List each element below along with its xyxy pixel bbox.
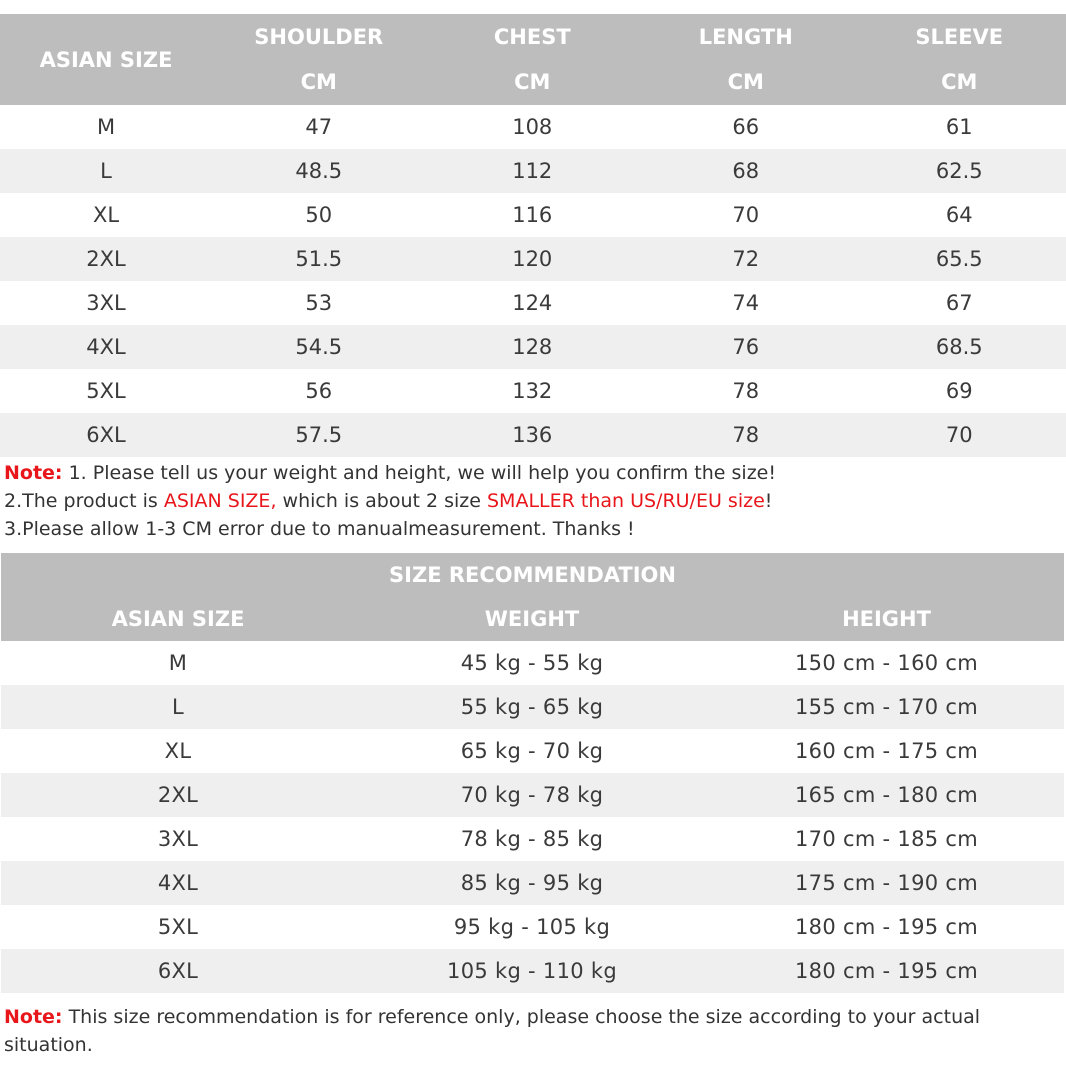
- table-row: [0, 369, 1066, 413]
- table-row: [1, 773, 1064, 817]
- header-height: HEIGHT: [842, 607, 931, 631]
- footer-note: [4, 1003, 1054, 1059]
- measurement-cell: 128: [512, 335, 553, 359]
- weight-cell: 105 kg - 110 kg: [447, 959, 617, 983]
- measurement-cell: 120: [512, 247, 553, 271]
- height-cell: 170 cm - 185 cm: [795, 827, 978, 851]
- height-cell: 180 cm - 195 cm: [795, 959, 978, 983]
- size-table-header: [0, 14, 1066, 105]
- header-name: SHOULDER: [254, 24, 384, 49]
- note-text: !: [764, 490, 773, 512]
- measurement-cell: 61: [945, 115, 973, 139]
- header-chest: [426, 14, 640, 105]
- measurement-cell: 62.5: [935, 159, 983, 183]
- measurement-cell: 56: [305, 379, 333, 403]
- note-label: Note:: [4, 462, 63, 484]
- measurement-cell: 124: [512, 291, 553, 315]
- table-row: [1, 685, 1064, 729]
- measurement-cell: 70: [945, 423, 973, 447]
- header-asian-size: ASIAN SIZE: [39, 47, 173, 72]
- measurement-cell: 69: [945, 379, 973, 403]
- height-cell: 155 cm - 170 cm: [795, 695, 978, 719]
- table-row: [0, 193, 1066, 237]
- header-name: LENGTH: [698, 24, 793, 49]
- header-unit: CM: [514, 70, 551, 95]
- note-line-1: [4, 459, 1064, 487]
- note-text: 2.The product is: [4, 490, 164, 512]
- table-row: [1, 949, 1064, 993]
- size-cell: 2XL: [86, 247, 126, 271]
- note-highlight: ASIAN SIZE,: [163, 490, 277, 512]
- measurement-cell: 116: [512, 203, 553, 227]
- table-row: [0, 413, 1066, 457]
- recommendation-title: SIZE RECOMMENDATION: [1, 553, 1064, 597]
- height-cell: 175 cm - 190 cm: [795, 871, 978, 895]
- table-row: [0, 105, 1066, 149]
- header-length: [639, 14, 853, 105]
- weight-cell: 85 kg - 95 kg: [460, 871, 604, 895]
- size-cell: XL: [92, 203, 120, 227]
- weight-cell: 78 kg - 85 kg: [460, 827, 604, 851]
- header-unit: CM: [727, 70, 764, 95]
- header-name: CHEST: [493, 24, 571, 49]
- table-row: [0, 325, 1066, 369]
- header-asian-size: ASIAN SIZE: [111, 607, 245, 631]
- measurement-cell: 78: [732, 423, 760, 447]
- header-sleeve: [853, 14, 1066, 105]
- measurement-cell: 70: [732, 203, 760, 227]
- header-name: SLEEVE: [915, 24, 1004, 49]
- table-row: [1, 817, 1064, 861]
- table-row: [1, 729, 1064, 773]
- measurement-cell: 47: [305, 115, 333, 139]
- measurement-cell: 76: [732, 335, 760, 359]
- note-highlight: SMALLER than US/RU/EU size: [487, 490, 765, 512]
- header-unit: CM: [300, 70, 337, 95]
- header-unit: CM: [941, 70, 978, 95]
- size-cell: L: [172, 695, 184, 719]
- measurement-cell: 68: [732, 159, 760, 183]
- weight-cell: 70 kg - 78 kg: [460, 783, 604, 807]
- measurement-cell: 72: [732, 247, 760, 271]
- note-text: which is about 2 size: [276, 490, 487, 512]
- note-line-3: 3.Please allow 1-3 CM error due to manualmeasurement. Thanks !: [4, 518, 635, 540]
- table-row: [1, 861, 1064, 905]
- note-line-2: [4, 487, 1064, 515]
- size-cell: M: [168, 651, 188, 675]
- size-cell: 5XL: [157, 915, 199, 939]
- measurement-cell: 68.5: [935, 335, 983, 359]
- measurement-cell: 57.5: [295, 423, 343, 447]
- table-row: [1, 905, 1064, 949]
- weight-cell: 65 kg - 70 kg: [460, 739, 604, 763]
- measurement-cell: 67: [945, 291, 973, 315]
- recommendation-table-body: [1, 641, 1064, 993]
- height-cell: 180 cm - 195 cm: [795, 915, 978, 939]
- size-cell: XL: [164, 739, 192, 763]
- height-cell: 160 cm - 175 cm: [795, 739, 978, 763]
- size-notes: [4, 459, 1064, 543]
- measurement-cell: 53: [305, 291, 333, 315]
- measurement-cell: 108: [512, 115, 553, 139]
- header-shoulder: [212, 14, 426, 105]
- note-text: This size recommendation is for reference only, please choose the size according to your actual situation.: [4, 1006, 981, 1056]
- size-cell: M: [96, 115, 116, 139]
- table-row: [0, 149, 1066, 193]
- measurement-cell: 51.5: [295, 247, 343, 271]
- size-cell: 3XL: [86, 291, 126, 315]
- size-cell: L: [100, 159, 112, 183]
- measurement-cell: 74: [732, 291, 760, 315]
- height-cell: 165 cm - 180 cm: [795, 783, 978, 807]
- table-row: [0, 237, 1066, 281]
- size-cell: 5XL: [86, 379, 126, 403]
- weight-cell: 95 kg - 105 kg: [453, 915, 611, 939]
- measurement-cell: 136: [512, 423, 553, 447]
- size-cell: 4XL: [86, 335, 126, 359]
- measurement-cell: 78: [732, 379, 760, 403]
- table-row: [1, 641, 1064, 685]
- size-cell: 6XL: [86, 423, 126, 447]
- note-label: Note:: [4, 1006, 63, 1028]
- weight-cell: 55 kg - 65 kg: [460, 695, 604, 719]
- recommendation-header: [1, 597, 1064, 641]
- measurement-cell: 50: [305, 203, 333, 227]
- size-cell: 2XL: [157, 783, 199, 807]
- size-table-body: [0, 105, 1066, 457]
- header-weight: WEIGHT: [484, 607, 580, 631]
- measurement-cell: 64: [945, 203, 973, 227]
- size-cell: 3XL: [157, 827, 199, 851]
- measurement-cell: 54.5: [295, 335, 343, 359]
- measurement-cell: 132: [512, 379, 553, 403]
- measurement-cell: 66: [732, 115, 760, 139]
- table-row: [0, 281, 1066, 325]
- weight-cell: 45 kg - 55 kg: [460, 651, 604, 675]
- size-cell: 4XL: [157, 871, 199, 895]
- size-measurement-table: [0, 14, 1066, 457]
- measurement-cell: 112: [512, 159, 553, 183]
- note-text: 1. Please tell us your weight and height, we will help you confirm the size!: [62, 462, 776, 484]
- size-recommendation-table: [1, 553, 1064, 993]
- size-cell: 6XL: [157, 959, 199, 983]
- measurement-cell: 65.5: [935, 247, 983, 271]
- measurement-cell: 48.5: [295, 159, 343, 183]
- height-cell: 150 cm - 160 cm: [795, 651, 978, 675]
